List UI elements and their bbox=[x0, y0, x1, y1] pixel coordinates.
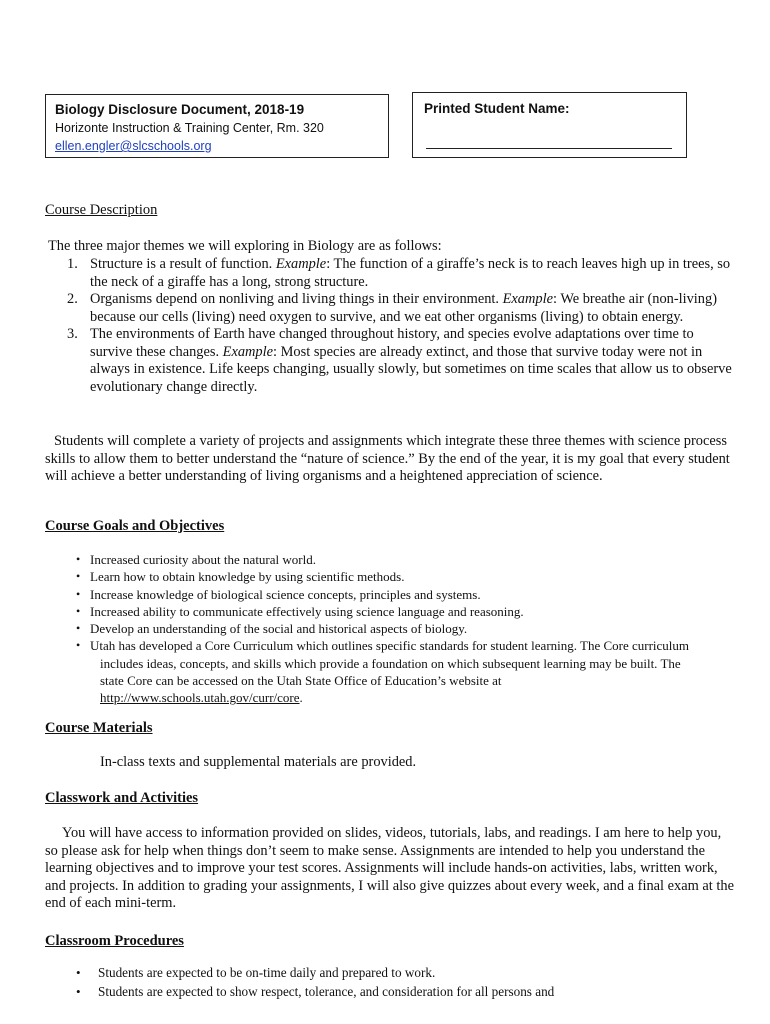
bullet-icon: • bbox=[76, 621, 81, 636]
course-info-box bbox=[45, 94, 389, 158]
core-end: . bbox=[299, 690, 303, 706]
procedure-text: Students are expected to show respect, tolerance, and consideration for all persons and bbox=[98, 983, 555, 999]
theme-item bbox=[45, 326, 735, 396]
example-label: Example bbox=[222, 343, 274, 360]
location-line: Horizonte Instruction & Training Center, Rm. 320 bbox=[55, 121, 324, 135]
procedure-item bbox=[45, 964, 705, 983]
goal-text: Learn how to obtain knowledge by using scientific methods. bbox=[90, 569, 405, 585]
theme-item bbox=[45, 256, 735, 291]
goal-item bbox=[45, 568, 705, 585]
theme-text: Organisms depend on nonliving and living things in their environment. bbox=[90, 291, 503, 307]
bullet-icon: • bbox=[76, 983, 81, 999]
goal-text: Increase knowledge of biological science concepts, principles and systems. bbox=[90, 586, 481, 602]
procedures-list bbox=[45, 964, 705, 1001]
bullet-icon: • bbox=[76, 552, 81, 566]
goals-list bbox=[45, 551, 705, 707]
theme-number: 2. bbox=[67, 291, 78, 307]
theme-text: Structure is a result of function. bbox=[90, 256, 276, 272]
theme-example: : We breathe air (non-living) because our cells (living) need oxygen to survive, and we eat other organisms (living) to obtain energy. bbox=[90, 291, 717, 325]
theme-example: : The function of a giraffe’s neck is to reach leaves high up in trees, so the neck of a giraffe has a long, strong structure. bbox=[90, 256, 731, 290]
description-paragraph-text: Students will complete a variety of projects and assignments which integrate these three themes with science process skills to allow them to better understand the “nature of science.” By the end of the year, it is my goal that every student will achieve a better understanding of living organisms and a heightened appreciation of science. bbox=[45, 433, 730, 484]
core-curriculum-link[interactable]: http://www.schools.utah.gov/curr/core bbox=[100, 690, 300, 706]
goal-item bbox=[45, 603, 705, 620]
goal-item bbox=[45, 586, 705, 603]
goal-item bbox=[45, 620, 705, 637]
theme-number: 1. bbox=[67, 256, 78, 272]
example-label: Example bbox=[275, 256, 327, 272]
email-link[interactable]: ellen.engler@slcschools.org bbox=[55, 139, 212, 153]
goal-item bbox=[45, 551, 705, 568]
bullet-icon: • bbox=[76, 965, 81, 980]
bullet-icon: • bbox=[76, 603, 81, 618]
materials-text: In-class texts and supplemental materials are provided. bbox=[100, 754, 417, 770]
theme-item bbox=[45, 291, 735, 326]
procedures-heading: Classroom Procedures bbox=[45, 933, 184, 949]
theme-example: : Most species are already extinct, and those that survive today were not in always in existence. Life keeps changing, usually slowly, but sometimes on time scales that allow us to observe evolutionary change directly. bbox=[90, 343, 732, 395]
bullet-icon: • bbox=[76, 586, 81, 601]
theme-number: 3. bbox=[67, 326, 78, 342]
description-paragraph bbox=[45, 433, 735, 486]
bullet-icon: • bbox=[76, 638, 81, 653]
themes-intro: The three major themes we will exploring in Biology are as follows: bbox=[48, 238, 442, 254]
core-text: Utah has developed a Core Curriculum which outlines specific standards for student learning. The Core curriculum includes ideas, concepts, and skills which provide a foundation on which subsequent learning may be built. The state Core can be accessed on the Utah State Office of Education’s website at bbox=[90, 638, 690, 689]
goal-text: Increased ability to communicate effectively using science language and reasoning. bbox=[90, 603, 524, 619]
goal-text: Develop an understanding of the social and historical aspects of biology. bbox=[90, 621, 468, 637]
theme-text: The environments of Earth have changed throughout history, and species evolve adaptations over time to survive these changes. bbox=[90, 326, 694, 360]
student-name-field[interactable] bbox=[426, 148, 672, 149]
goal-text: Increased curiosity about the natural world. bbox=[90, 552, 316, 567]
student-name-box bbox=[412, 92, 687, 158]
classwork-paragraph bbox=[45, 825, 735, 913]
document-title: Biology Disclosure Document, 2018-19 bbox=[55, 102, 305, 117]
course-description-heading: Course Description bbox=[45, 202, 158, 218]
materials-heading: Course Materials bbox=[45, 720, 153, 736]
example-label: Example bbox=[502, 291, 553, 307]
student-name-label: Printed Student Name: bbox=[424, 101, 570, 116]
classwork-text: You will have access to information provided on slides, videos, tutorials, labs, and readings. I am here to help you, so please ask for help when things don’t seem to make sense. Assignments are intended to help you understand the learning objectives and to improve your test scores. Assignments will include hands-on activities, labs, written work, and projects. In addition to grading your assignments, I will also give quizzes about every week, and a final exam at the end of each mini-term. bbox=[45, 825, 734, 911]
classwork-heading: Classwork and Activities bbox=[45, 790, 199, 806]
goal-item-core bbox=[45, 637, 705, 706]
goals-heading: Course Goals and Objectives bbox=[45, 518, 225, 534]
procedure-text: Students are expected to be on-time daily and prepared to work. bbox=[98, 965, 436, 980]
procedure-item bbox=[45, 983, 705, 1002]
themes-list bbox=[45, 256, 735, 396]
bullet-icon: • bbox=[76, 569, 81, 584]
